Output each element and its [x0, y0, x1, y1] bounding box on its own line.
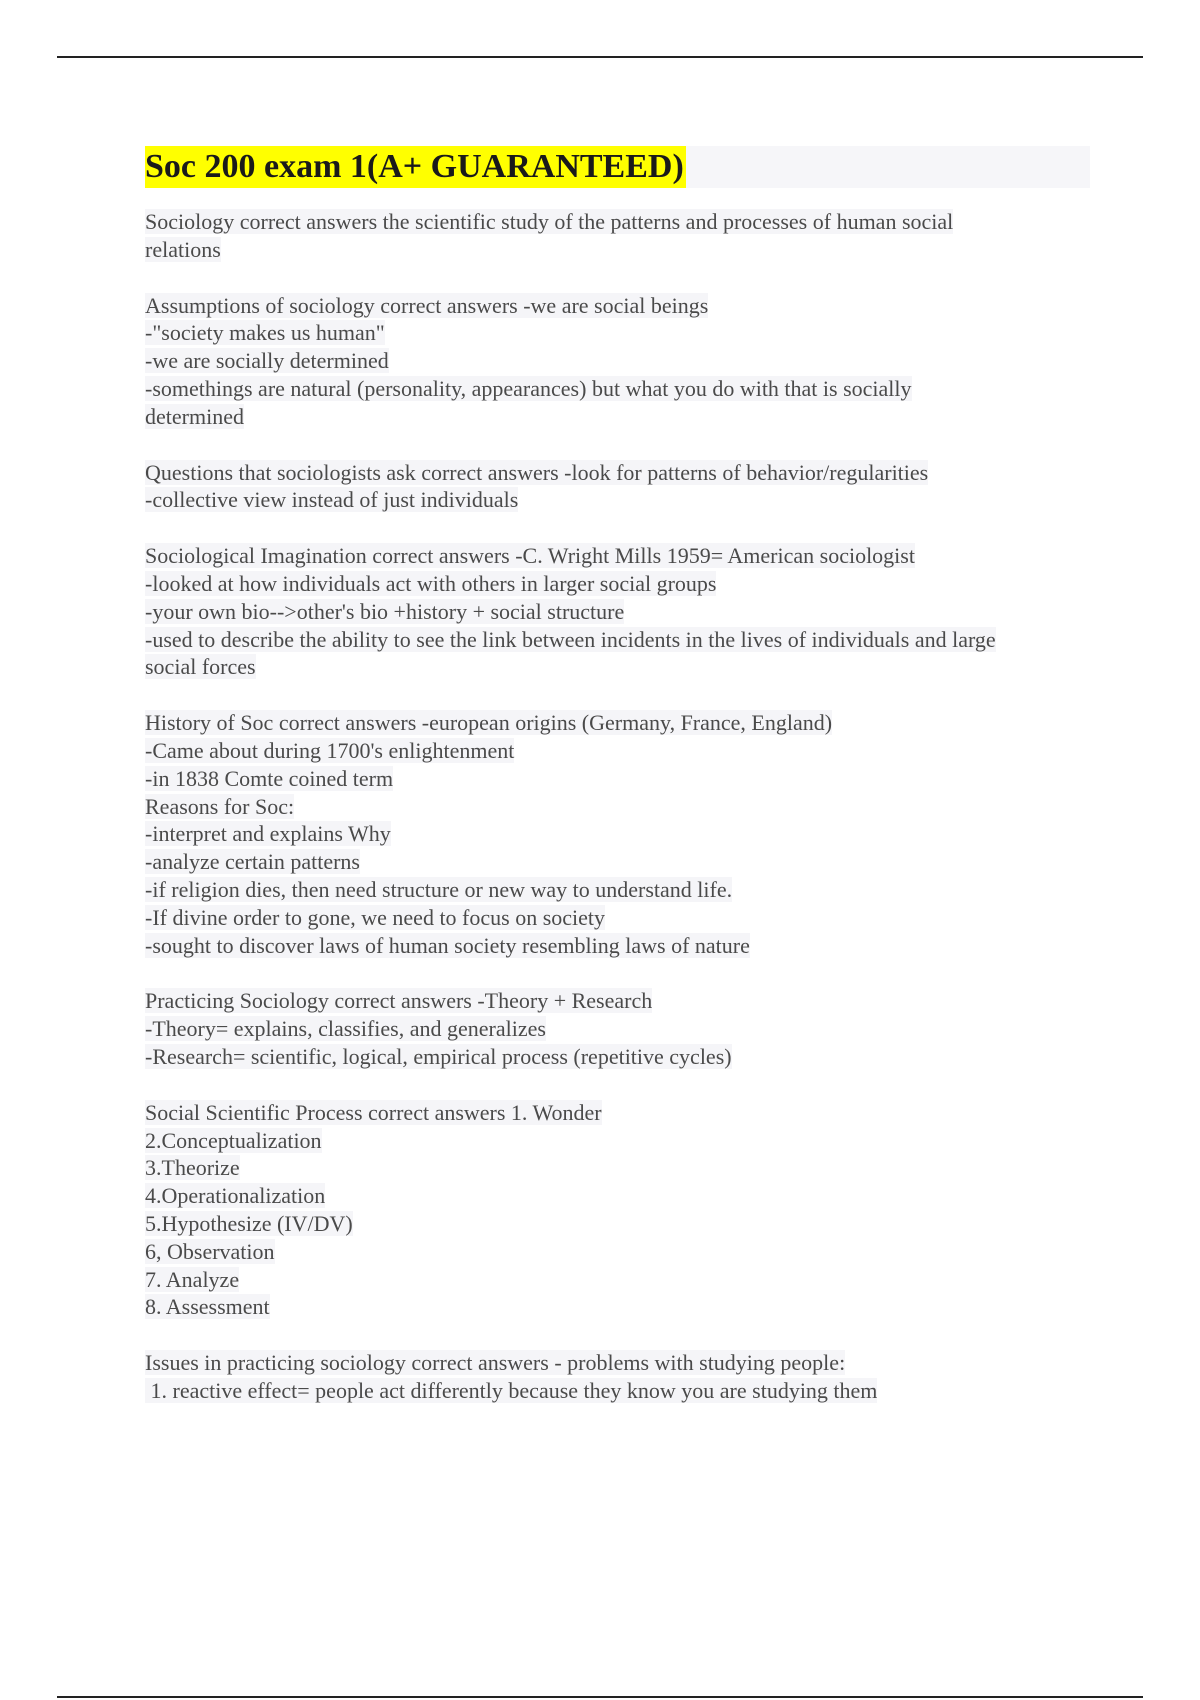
entry-line — [145, 1127, 1090, 1155]
qa-entry — [145, 709, 1090, 959]
entry-line-text: social forces — [145, 654, 256, 680]
entry-line-text: relations — [145, 236, 221, 262]
entry-line-text: -if religion dies, then need structure or new way to understand life. — [145, 876, 733, 902]
entry-line-text: History of Soc correct answers -european origins (Germany, France, England) — [145, 710, 833, 736]
entry-line-text: 4.Operationalization — [145, 1183, 326, 1209]
qa-entry — [145, 987, 1090, 1070]
entry-line — [145, 765, 1090, 793]
entry-line-text: Social Scientific Process correct answers 1. Wonder — [145, 1099, 602, 1125]
entry-line-text: -looked at how individuals act with others in larger social groups — [145, 570, 717, 596]
entry-line-text: -interpret and explains Why — [145, 821, 391, 847]
entry-line-text: Questions that sociologists ask correct answers -look for patterns of behavior/regularities — [145, 459, 929, 485]
entry-line — [145, 292, 1090, 320]
entry-line-text: -Theory= explains, classifies, and generalizes — [145, 1016, 546, 1042]
entry-line — [145, 653, 1090, 681]
entry-line — [145, 848, 1090, 876]
entry-line-text: -collective view instead of just individuals — [145, 487, 519, 513]
entry-line — [145, 737, 1090, 765]
entry-line — [145, 1238, 1090, 1266]
entry-line — [145, 932, 1090, 960]
entry-line-text: -in 1838 Comte coined term — [145, 765, 394, 791]
qa-entry — [145, 1099, 1090, 1321]
title-band — [145, 146, 1090, 188]
entry-line — [145, 709, 1090, 737]
entry-line — [145, 1099, 1090, 1127]
entry-line — [145, 1293, 1090, 1321]
entry-line-text: 1. reactive effect= people act differently because they know you are studying them — [145, 1377, 878, 1403]
entry-line-text: -somethings are natural (personality, appearances) but what you do with that is socially — [145, 375, 912, 401]
qa-entry — [145, 1349, 1090, 1405]
entry-line-text: -your own bio-->other's bio +history + social structure — [145, 598, 625, 624]
entry-line — [145, 626, 1090, 654]
entry-line — [145, 486, 1090, 514]
entry-line-text: -Came about during 1700's enlightenment — [145, 737, 515, 763]
qa-entry — [145, 459, 1090, 515]
entry-line — [145, 1349, 1090, 1377]
qa-entry — [145, 542, 1090, 681]
document-body — [145, 146, 1090, 1433]
entry-line-text: 7. Analyze — [145, 1266, 240, 1292]
entry-line — [145, 319, 1090, 347]
entry-line-text: -"society makes us human" — [145, 320, 385, 346]
entry-line — [145, 1210, 1090, 1238]
entry-line-text: Assumptions of sociology correct answers -we are social beings — [145, 292, 709, 318]
qa-entry — [145, 292, 1090, 431]
entry-line-text: Sociology correct answers the scientific study of the patterns and processes of human social — [145, 209, 954, 234]
entry-line-text: -If divine order to gone, we need to focus on society — [145, 904, 606, 930]
entry-line-text: Practicing Sociology correct answers -Theory + Research — [145, 988, 653, 1014]
entry-line-text: 6, Observation — [145, 1238, 275, 1264]
entry-line — [145, 793, 1090, 821]
entry-line — [145, 598, 1090, 626]
footer-rule — [57, 1696, 1143, 1698]
entry-line-text: -sought to discover laws of human society resembling laws of nature — [145, 932, 750, 958]
entry-line — [145, 208, 1090, 236]
entry-line — [145, 403, 1090, 431]
entry-line-text: Sociological Imagination correct answers -C. Wright Mills 1959= American sociologist — [145, 543, 915, 569]
entry-line-text: -used to describe the ability to see the link between incidents in the lives of individuals and large — [145, 626, 996, 652]
entry-line — [145, 1266, 1090, 1294]
entry-line — [145, 236, 1090, 264]
document-title: Soc 200 exam 1(A+ GUARANTEED) — [145, 146, 686, 188]
entry-line — [145, 1154, 1090, 1182]
header-rule — [57, 56, 1143, 58]
entry-line — [145, 876, 1090, 904]
entry-line — [145, 1043, 1090, 1071]
entry-line — [145, 820, 1090, 848]
entry-line — [145, 987, 1090, 1015]
entry-line — [145, 570, 1090, 598]
entry-line-text: -we are socially determined — [145, 348, 389, 374]
entry-line-text: 3.Theorize — [145, 1155, 240, 1181]
entry-line — [145, 542, 1090, 570]
entry-line — [145, 1015, 1090, 1043]
entry-line — [145, 347, 1090, 375]
entry-line-text: Issues in practicing sociology correct answers - problems with studying people: — [145, 1350, 846, 1376]
entries-list — [145, 208, 1090, 1405]
entry-line-text: -Research= scientific, logical, empirical process (repetitive cycles) — [145, 1043, 732, 1069]
entry-line-text: -analyze certain patterns — [145, 849, 360, 875]
entry-line — [145, 459, 1090, 487]
entry-line — [145, 1182, 1090, 1210]
entry-line-text: 2.Conceptualization — [145, 1127, 322, 1153]
entry-line — [145, 375, 1090, 403]
entry-line-text: determined — [145, 403, 244, 429]
qa-entry — [145, 208, 1090, 264]
entry-line-text: Reasons for Soc: — [145, 793, 295, 819]
entry-line — [145, 1377, 1090, 1405]
entry-line-text: 8. Assessment — [145, 1294, 270, 1320]
entry-line — [145, 904, 1090, 932]
entry-line-text: 5.Hypothesize (IV/DV) — [145, 1210, 353, 1236]
